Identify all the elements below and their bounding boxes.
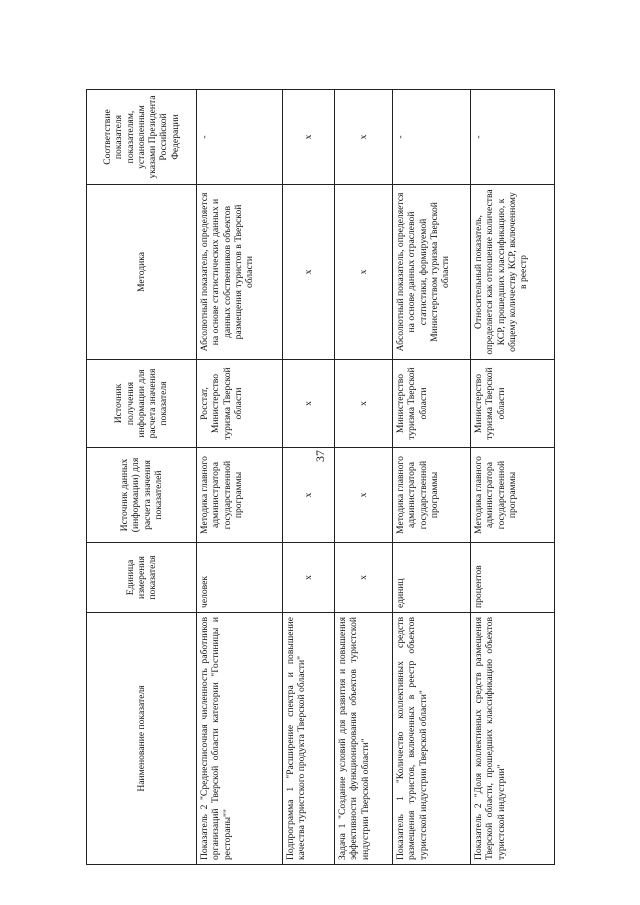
table-row <box>393 90 471 865</box>
cell-unit: процентов <box>471 543 555 613</box>
cell-compliance: - <box>197 90 283 185</box>
cell-unit: человек <box>197 543 283 613</box>
cell-data-source: Министерство туризма Тверской области <box>393 360 471 448</box>
indicators-table <box>86 89 555 865</box>
cell-data-source: х <box>283 360 335 448</box>
cell-compliance: - <box>393 90 471 185</box>
table-row <box>283 90 335 865</box>
rotated-table-frame <box>86 90 554 865</box>
cell-name: Задача 1 "Создание условий для развития и повышения эффективности функционирования объектов туристской индустрии Тверской области" <box>335 613 393 865</box>
header-compliance: Соответствие показателя показателям, установленным указами Президента Российской Федерации <box>87 90 197 185</box>
cell-info-source: Методика главного администратора государственной программы <box>471 448 555 543</box>
cell-method: Относительный показатель, определяется как отношение количества КСР, прошедших классификацию, к общему количеству КСР, включенному в реестр <box>471 185 555 360</box>
header-data-source: Источник получения информации для расчета значения показателя <box>87 360 197 448</box>
table-row <box>335 90 393 865</box>
header-name: Наименование показателя <box>87 613 197 865</box>
cell-name: Показатель 2 "Среднесписочная численность работников организаций Тверской области категории "Гостиницы и рестораны"" <box>197 613 283 865</box>
header-info-source: Источник данных (информации) для расчета значения показателей <box>87 448 197 543</box>
cell-info-source: х <box>335 448 393 543</box>
cell-data-source: х <box>335 360 393 448</box>
cell-unit: х <box>283 543 335 613</box>
cell-data-source: Росстат, Министерство туризма Тверской области <box>197 360 283 448</box>
cell-unit: единиц <box>393 543 471 613</box>
table-row <box>197 90 283 865</box>
cell-name: Показатель 1 "Количество коллективных средств размещения туристов, включенных в реестр объектов туристской индустрии Тверской области" <box>393 613 471 865</box>
page-number: 37 <box>313 450 327 462</box>
cell-info-source: х <box>283 448 335 543</box>
cell-name: Подпрограмма 1 "Расширение спектра и повышение качества туристского продукта Тверской области" <box>283 613 335 865</box>
cell-name: Показатель 2 "Доля коллективных средств размещения Тверской области, прошедших классификацию объектов туристской индустрии" <box>471 613 555 865</box>
table-row <box>471 90 555 865</box>
table-header-row <box>87 90 197 865</box>
cell-method: х <box>283 185 335 360</box>
table-body <box>197 90 555 865</box>
cell-compliance: х <box>335 90 393 185</box>
cell-method: Абсолютный показатель, определяется на основе данных отраслевой статистики, формируемой Министерством туризма Тверской области <box>393 185 471 360</box>
cell-compliance: х <box>283 90 335 185</box>
cell-method: Абсолютный показатель, определяется на основе статистических данных и данных собственников объектов размещения туристов в Тверской области <box>197 185 283 360</box>
cell-compliance: - <box>471 90 555 185</box>
cell-unit: х <box>335 543 393 613</box>
cell-info-source: Методика главного администратора государственной программы <box>197 448 283 543</box>
cell-info-source: Методика главного администратора государственной программы <box>393 448 471 543</box>
header-method: Методика <box>87 185 197 360</box>
cell-method: х <box>335 185 393 360</box>
header-unit: Единица измерения показателя <box>87 543 197 613</box>
cell-data-source: Министерство туризма Тверской области <box>471 360 555 448</box>
